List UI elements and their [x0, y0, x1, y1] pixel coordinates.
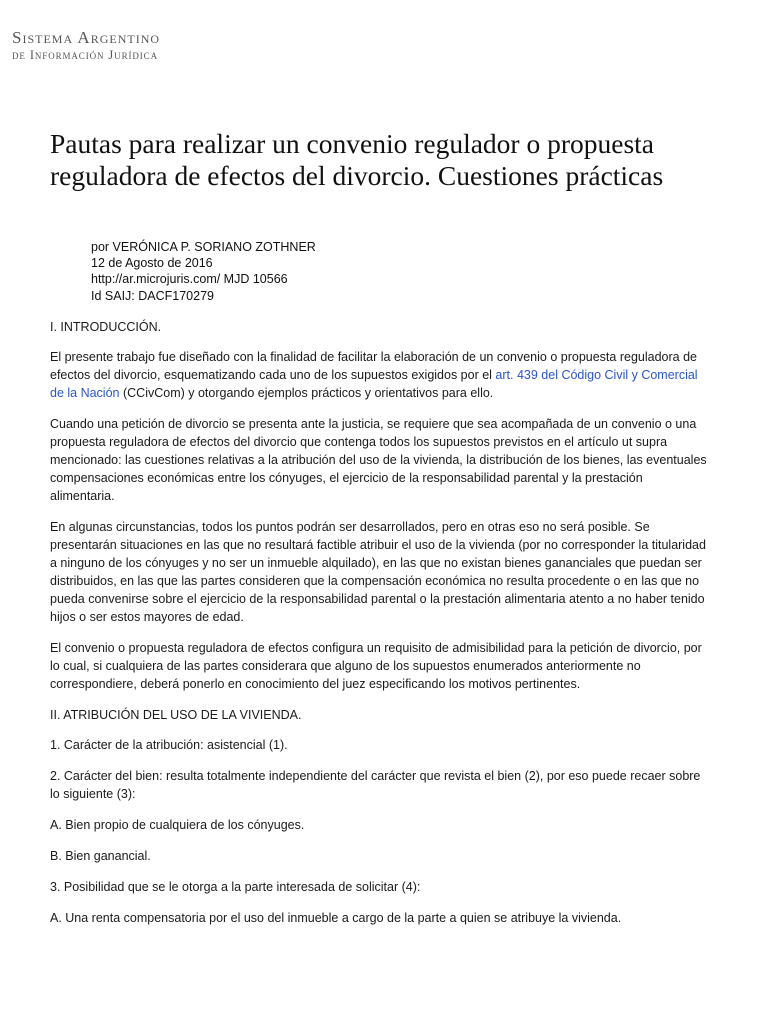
saij-id-line: Id SAIJ: DACF170279: [91, 288, 214, 303]
paragraph-1-text-start: El presente trabajo fue diseñado con la finalidad de facilitar la elaboración de un convenio o propuesta reguladora de efectos del divorcio, esquematizando cada uno de los supuestos exigidos por el: [50, 350, 697, 382]
list-item-2b: B. Bien ganancial.: [50, 849, 151, 863]
source-line: http://ar.microjuris.com/ MJD 10566: [91, 272, 288, 287]
list-item-3a: A. Una renta compensatoria por el uso del inmueble a cargo de la parte a quien se atribuye la vivienda.: [50, 911, 622, 925]
saij-logo: [12, 28, 160, 62]
article-439-link[interactable]: art. 439 del Código Civil y Comercial de la Nación: [50, 368, 698, 400]
paragraph-1-text-end: (CCivCom) y otorgando ejemplos prácticos y orientativos para ello.: [119, 386, 494, 400]
section-heading-vivienda: II. ATRIBUCIÓN DEL USO DE LA VIVIENDA.: [50, 708, 302, 722]
logo-line-1: Sistema Argentino: [12, 28, 161, 47]
paragraph-2: Cuando una petición de divorcio se presenta ante la justicia, se requiere que sea acompañada de un convenio o una propuesta reguladora de efectos del divorcio que contenga todos los supuestos previstos en el artículo ut supra mencionado: las cuestiones relativas a la atribución del uso de la vivienda, la distribución de los bienes, las eventuales compensaciones económicas entre los cónyuges, el ejercicio de la responsabilidad parental y la prestación alimentaria.: [50, 417, 707, 503]
list-item-2: 2. Carácter del bien: resulta totalmente independiente del carácter que revista el bien (2), por eso puede recaer sobre lo siguiente (3):: [50, 769, 701, 801]
author-line: por VERÓNICA P. SORIANO ZOTHNER: [91, 240, 316, 254]
list-item-2a: A. Bien propio de cualquiera de los cónyuges.: [50, 818, 305, 832]
document-title: Pautas para realizar un convenio regulador o propuesta reguladora de efectos del divorcio. Cuestiones prácticas: [50, 128, 664, 191]
paragraph-3: En algunas circunstancias, todos los puntos podrán ser desarrollados, pero en otras eso no será posible. Se presentarán situaciones en las que no resultará factible atribuir el uso de la vivienda (por no corresponder la titularidad a ninguno de los cónyuges y no ser un inmueble alquilado), en las que no existan bienes gananciales que puedan ser distribuidos, en las que las partes consideren que la compensación económica no resulta procedente o en las que no pueda convenirse sobre el ejercicio de la responsabilidad parental o la prestación alimentaria atento a no haber tenido hijos o ser estos mayores de edad.: [50, 520, 706, 624]
paragraph-4: El convenio o propuesta reguladora de efectos configura un requisito de admisibilidad para la petición de divorcio, por lo cual, si cualquiera de las partes considerara que alguno de los supuestos enumerados anteriormente no correspondiere, deberá ponerlo en conocimiento del juez especificando los motivos pertinentes.: [50, 641, 702, 691]
list-item-1: 1. Carácter de la atribución: asistencial (1).: [50, 738, 288, 752]
document-body: [50, 318, 710, 940]
document-metadata: [91, 239, 316, 304]
date-line: 12 de Agosto de 2016: [91, 256, 213, 271]
paragraph-1: [50, 348, 710, 402]
logo-line-2: de Información Jurídica: [12, 47, 158, 62]
section-heading-introduccion: I. INTRODUCCIÓN.: [50, 320, 162, 334]
list-item-3: 3. Posibilidad que se le otorga a la parte interesada de solicitar (4):: [50, 880, 421, 894]
